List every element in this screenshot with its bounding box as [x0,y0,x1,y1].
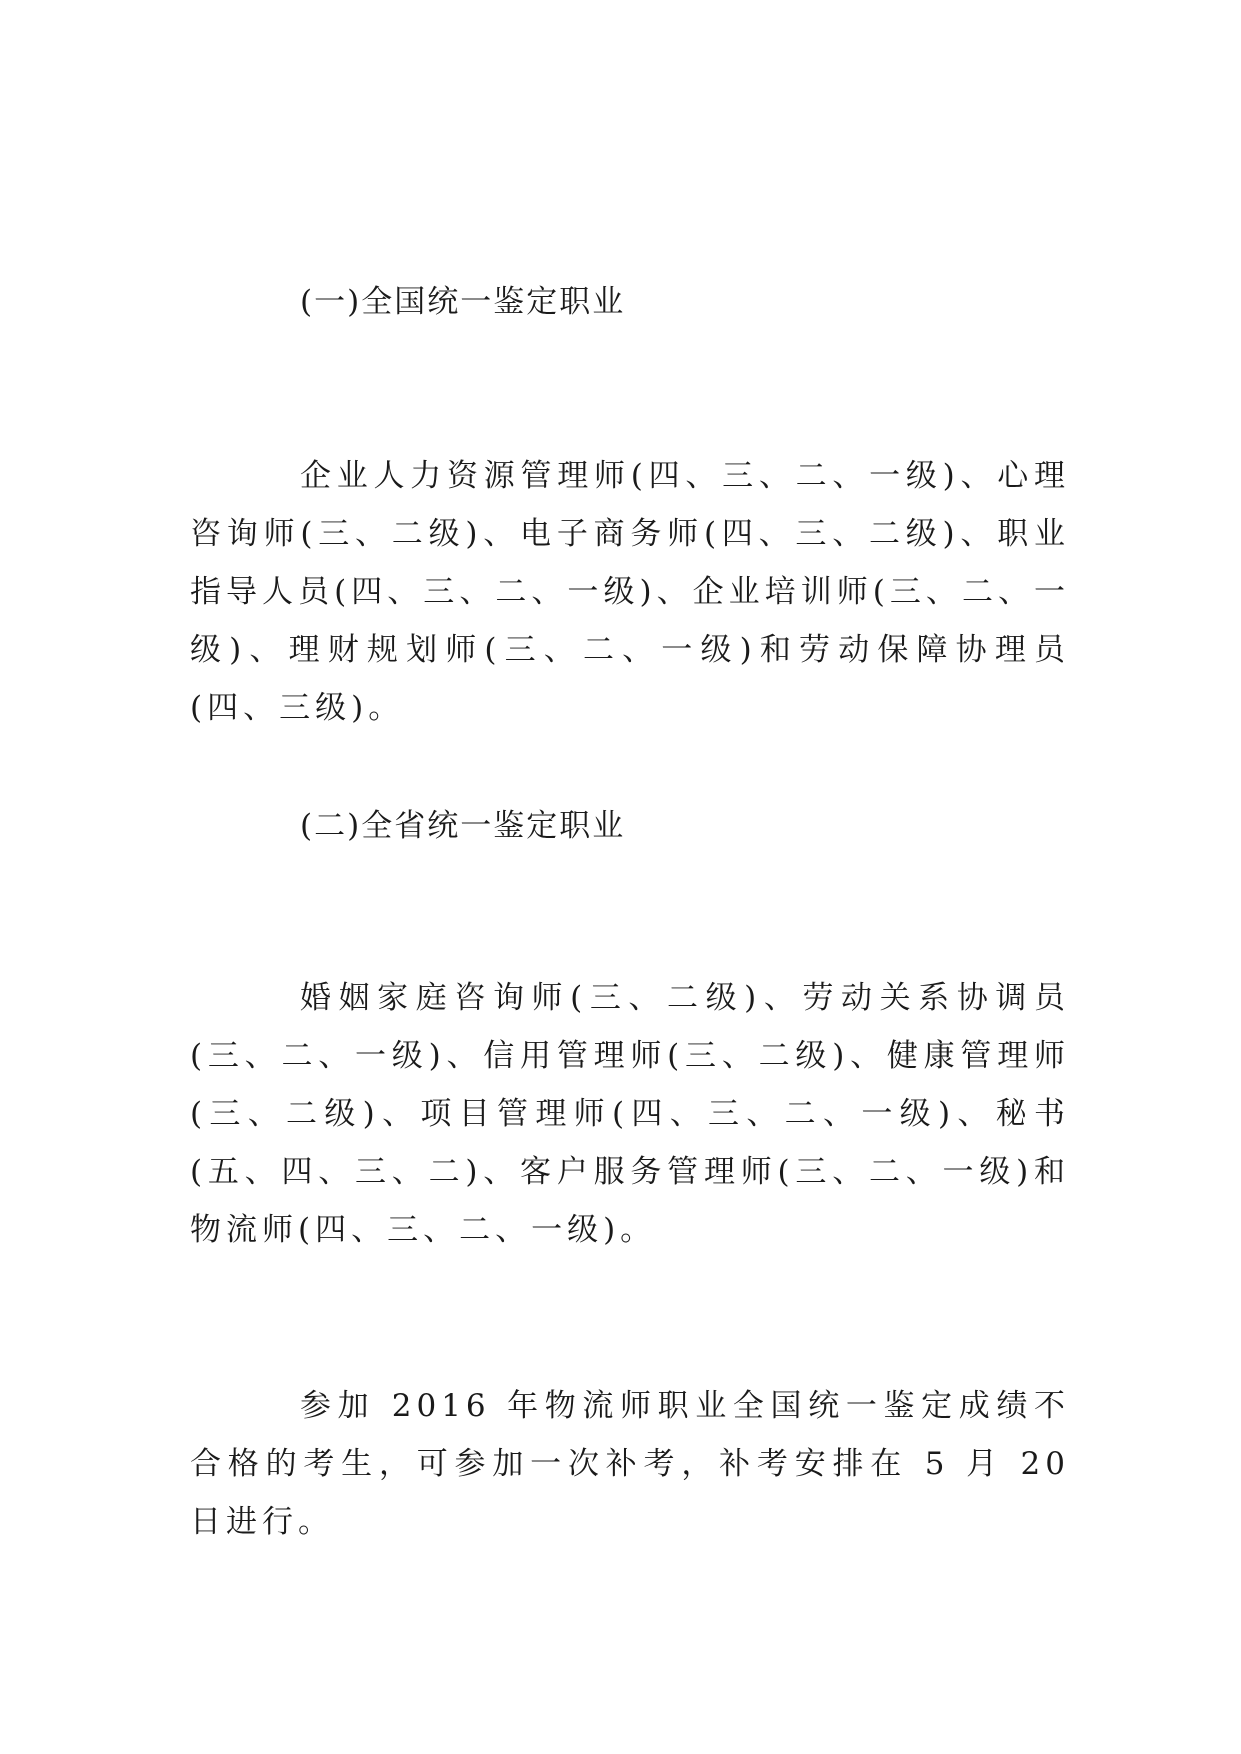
makeup-exam-notice: 参加 2016 年物流师职业全国统一鉴定成绩不合格的考生，可参加一次补考，补考安排在 5 月 20 日进行。 [190,1388,1070,1540]
section-body-provincial: 婚姻家庭咨询师(三、二级)、劳动关系协调员(三、二、一级)、信用管理师(三、二级)、健康管理师(三、二级)、项目管理师(四、三、二、一级)、秘书(五、四、三、二)、客户服务管理师(三、二、一级)和物流师(四、三、二、一级)。 [190,980,1070,1248]
section-heading-national: (一)全国统一鉴定职业 [300,284,626,320]
section-heading-provincial: (二)全省统一鉴定职业 [300,808,626,844]
section-body-national: 企业人力资源管理师(四、三、二、一级)、心理咨询师(三、二级)、电子商务师(四、三、二级)、职业指导人员(四、三、二、一级)、企业培训师(三、二、一级)、理财规划师(三、二、一级)和劳动保障协理员(四、三级)。 [190,458,1070,726]
